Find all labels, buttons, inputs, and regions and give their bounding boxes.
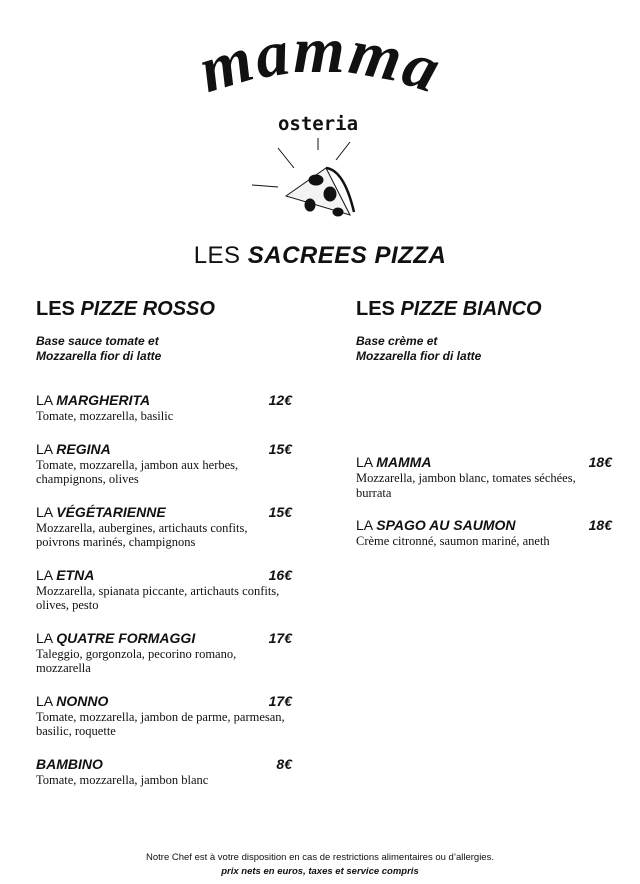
item-name: VÉGÉTARIENNE: [56, 503, 166, 520]
footer-allergy-note: Notre Chef est à votre disposition en cas de restrictions alimentaires ou d’allergies.: [146, 852, 494, 863]
item-name: NONNO: [56, 692, 109, 709]
section-base-rosso: [36, 334, 292, 364]
item-prefix: LA: [36, 692, 53, 709]
item-description: Tomate, mozzarella, jambon blanc: [36, 772, 209, 787]
pizze-rosso-section: [36, 298, 292, 787]
item-price: 15€: [268, 503, 292, 520]
menu-item: [36, 693, 292, 739]
item-description: Mozzarella, jambon blanc, tomates séchées, burrata: [356, 471, 576, 500]
item-name: MARGHERITA: [56, 392, 151, 408]
menu-item: [356, 517, 612, 549]
footer-price-note: prix nets en euros, taxes et service compris: [221, 866, 419, 877]
item-description: Tomate, mozzarella, jambon de parme, parmesan, basilic, roquette: [36, 709, 285, 738]
menu-item: [36, 630, 292, 676]
logo-subtitle: osteria: [277, 113, 359, 135]
logo-script: mamma: [190, 20, 451, 108]
item-prefix: LA: [356, 517, 373, 533]
item-name: REGINA: [56, 440, 111, 457]
item-name: BAMBINO: [36, 755, 103, 772]
item-name: QUATRE FORMAGGI: [56, 629, 196, 646]
page-title-prefix: LES: [193, 242, 241, 269]
item-price: 18€: [588, 454, 612, 470]
base-line: Mozzarella fior di latte: [356, 349, 482, 363]
item-prefix: LA: [36, 440, 53, 457]
menu-item: [36, 567, 292, 613]
pizza-slice-icon: [252, 138, 354, 216]
osteria-logo: [140, 20, 500, 230]
menu-item: [356, 454, 612, 500]
item-name: MAMMA: [376, 454, 432, 470]
base-line: Mozzarella fior di latte: [36, 349, 162, 363]
item-prefix: LA: [356, 454, 373, 470]
item-description: Crème citronné, saumon mariné, aneth: [356, 534, 550, 548]
section-title-rosso: [36, 298, 292, 321]
item-prefix: LA: [36, 629, 53, 646]
page-title: [0, 242, 640, 270]
item-price: 16€: [268, 566, 292, 583]
item-price: 8€: [276, 755, 292, 772]
item-price: 18€: [588, 517, 612, 533]
section-title-bianco: [356, 298, 612, 321]
item-name: SPAGO AU SAUMON: [376, 517, 516, 533]
item-prefix: LA: [36, 566, 53, 583]
item-price: 15€: [268, 440, 292, 457]
base-line: Base crème et: [356, 334, 438, 348]
item-price: 17€: [268, 629, 292, 646]
pizze-bianco-section: [356, 298, 612, 548]
item-prefix: LA: [36, 392, 53, 408]
menu-item: [36, 392, 292, 424]
item-description: Mozzarella, aubergines, artichauts confits, poivrons marinés, champignons: [36, 520, 248, 549]
menu-item: [36, 756, 292, 788]
item-name: ETNA: [56, 566, 95, 583]
item-description: Mozzarella, spianata piccante, artichauts confits, olives, pesto: [36, 583, 280, 612]
menu-item: [36, 441, 292, 487]
menu-list-rosso: [36, 392, 292, 804]
section-title-prefix: LES: [356, 298, 395, 320]
base-line: Base sauce tomate et: [36, 334, 159, 348]
section-title-bold: PIZZE BIANCO: [400, 298, 542, 320]
section-base-bianco: [356, 334, 612, 364]
menu-list-bianco: [356, 454, 612, 566]
item-price: 17€: [268, 692, 292, 709]
section-title-bold: PIZZE ROSSO: [80, 298, 215, 320]
item-price: 12€: [268, 392, 292, 408]
menu-item: [36, 504, 292, 550]
item-description: Taleggio, gorgonzola, pecorino romano, mozzarella: [36, 646, 237, 675]
page-title-bold: SACREES PIZZA: [247, 242, 447, 269]
item-description: Tomate, mozzarella, jambon aux herbes, champignons, olives: [36, 457, 239, 486]
item-prefix: LA: [36, 503, 53, 520]
item-description: Tomate, mozzarella, basilic: [36, 409, 174, 423]
section-title-prefix: LES: [36, 298, 75, 320]
